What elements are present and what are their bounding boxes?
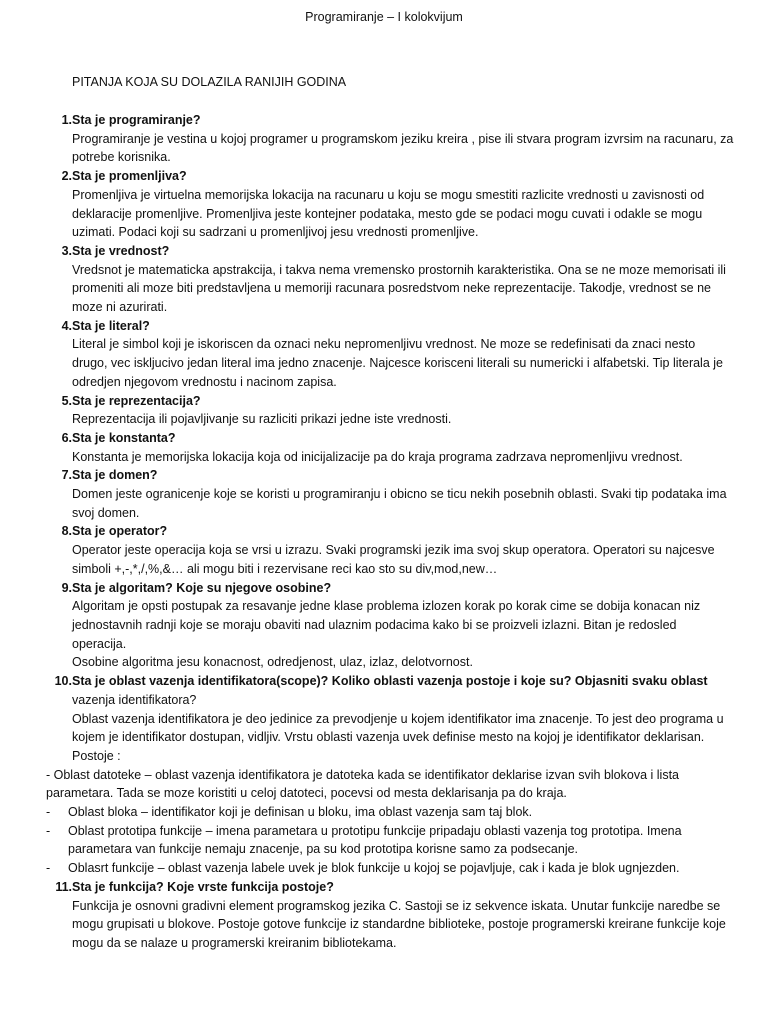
question-text: Sta je funkcija? Koje vrste funkcija postoje? — [72, 879, 334, 894]
question-item — [44, 522, 734, 578]
scope-list — [46, 803, 734, 878]
list-item-text: Oblast bloka – identifikator koji je definisan u bloku, ima oblast vazenja sam taj blok. — [68, 805, 533, 820]
question-text: Sta je domen? — [72, 468, 158, 483]
answer-text: Algoritam je opsti postupak za resavanje jedne klase problema izlozen korak po korak cime se dobija konacan niz jednostavnih radnji koje se moraju obaviti nad ulaznim podacima kako bi se proizveli izlazni. Bitan je redosled operacija. — [72, 599, 701, 651]
answer-text: Literal je simbol koji je iskoriscen da oznaci neku nepromenljivu vrednost. Ne moze se redefinisati da znaci nesto drugo, vec iskljucivo jedan literal ima jedno znacenje. Najcesce korisceni literali su numericki i alfabetski. Tip literala je odredjen njegovom vrednostu i nacinom zapisa. — [72, 337, 723, 389]
question-item — [44, 242, 734, 317]
question-item — [44, 392, 734, 429]
question-item — [44, 429, 734, 466]
answer-text: Konstanta je memorijska lokacija koja od inicijalizacije pa do kraja programa zadrzava nepromenljivu vrednost. — [72, 449, 683, 464]
answer-text: Vredsnot je matematicka apstrakcija, i takva nema vremensko prostornih karakteristika. Ona se ne moze memorisati ili promeniti ali moze biti predstavljena u memoriji racunara posredstvom neke reprezentacije. Takodje, vrednost se ne moze ni azurirati. — [72, 262, 726, 315]
question-text: Sta je konstanta? — [72, 430, 176, 445]
question-number: 4. — [61, 318, 72, 333]
answer-text: Funkcija je osnovni gradivni element programskog jezika C. Sastoji se iz sekvence iskata. Unutar funkcije naredbe se mogu grupisati u blokove. Postoje gotove funkcije iz standardne biblioteke, postoje programerski kreirane funkcije koje mogu da se nalaze u programerski kreiranim bibliotekama. — [72, 898, 726, 950]
dash-bullet: - — [46, 823, 51, 838]
answer-text: Programiranje je vestina u kojoj programer u programskom jeziku kreira , pise ili stvara program izvrsim na racunaru, za potrebe korisnika. — [72, 131, 734, 165]
list-item-text: Oblasrt funkcije – oblast vazenja labele uvek je blok funkcije u kojoj se pojavljuje, cak i kada je blok ugnjezden. — [68, 861, 680, 876]
question-text: Sta je programiranje? — [72, 113, 201, 127]
question-number: 6. — [61, 430, 72, 445]
question-item — [44, 317, 734, 392]
question-item — [44, 878, 734, 953]
question-text: Sta je oblast vazenja identifikatora(scope)? Koliko oblasti vazenja postoje i koje su? Objasniti svaku oblast — [72, 674, 708, 689]
answer-text: Reprezentacija ili pojavljivanje su razliciti prikazi jedne iste vrednosti. — [72, 412, 452, 427]
answer-text: - Oblast datoteke – oblast vazenja identifikatora je datoteka kada se identifikator deklarise izvan svih blokova i lista parametara. Tada se moze koristiti u celoj datoteci, pocevsi od mesta deklarisanja pa do kraja. — [46, 767, 679, 801]
list-item — [46, 803, 734, 822]
question-text: Sta je algoritam? Koje su njegove osobine? — [72, 580, 332, 595]
question-item — [44, 672, 734, 878]
question-number: 2. — [61, 169, 72, 184]
question-number: 7. — [61, 468, 72, 483]
question-number: 9. — [61, 580, 72, 595]
answer-text: Oblast vazenja identifikatora je deo jedinice za prevodjenje u kojem identifikator ima znacenje. To jest deo programa u kojem je identifikator dostupan, vidljiv. Vrstu oblasti vazenja uvek definise mesto na kojoj je identifikator deklarisan. Postoje : — [72, 711, 724, 763]
question-number: 5. — [61, 393, 72, 408]
question-text: Sta je vrednost? — [72, 243, 170, 258]
page-header: Programiranje – I kolokvijum — [305, 10, 463, 24]
question-number: 1. — [61, 113, 72, 127]
question-item — [44, 466, 734, 522]
question-text: Sta je reprezentacija? — [72, 393, 201, 408]
question-text: Sta je literal? — [72, 318, 150, 333]
dash-bullet: - — [46, 805, 51, 820]
question-list — [44, 111, 734, 953]
answer-text: Osobine algoritma jesu konacnost, odredjenost, ulaz, izlaz, delotvornost. — [72, 655, 473, 670]
answer-text: Operator jeste operacija koja se vrsi u izrazu. Svaki programski jezik ima svoj skup operatora. Operatori su najcesve simboli +,-,*,/,%,&… ali mogu biti i rezervisane reci kao sto su div,mod,new… — [72, 543, 715, 576]
section-title: PITANJA KOJA SU DOLAZILA RANIJIH GODINA — [72, 75, 347, 89]
question-number: 10. — [54, 674, 72, 689]
question-number: 11. — [55, 879, 72, 894]
dash-bullet: - — [46, 861, 51, 876]
list-item — [46, 822, 734, 859]
question-item — [44, 167, 734, 242]
question-text: Sta je promenljiva? — [72, 169, 187, 184]
question-text-continuation: vazenja identifikatora? — [72, 692, 197, 707]
question-number: 8. — [61, 524, 72, 539]
answer-text: Promenljiva je virtuelna memorijska lokacija na racunaru u koju se mogu smestiti razlicite vrednosti u zavisnosti od deklaracije promenljive. Promenljiva jeste kontejner podataka, mesto gde se podaci mogu cuvati i odakle se mogu uzimati. Podaci koji su sadrzani u promenljivoj jesu vrednosti promenljive. — [72, 187, 705, 240]
list-item — [46, 859, 734, 878]
list-item-text: Oblast prototipa funkcije – imena parametara u prototipu funkcije pripadaju oblasti vazenja tog prototipa. Imena parametara van funkcije nemaju znacenje, pa su kod prototipa korisne samo za podsecanje. — [68, 823, 682, 857]
question-item — [44, 111, 734, 167]
question-number: 3. — [61, 243, 72, 258]
question-text: Sta je operator? — [72, 524, 168, 539]
answer-text: Domen jeste ogranicenje koje se koristi u programiranju i obicno se ticu nekih posebnih oblasti. Svaki tip podataka ima svoj domen. — [72, 487, 727, 520]
question-item — [44, 579, 734, 673]
